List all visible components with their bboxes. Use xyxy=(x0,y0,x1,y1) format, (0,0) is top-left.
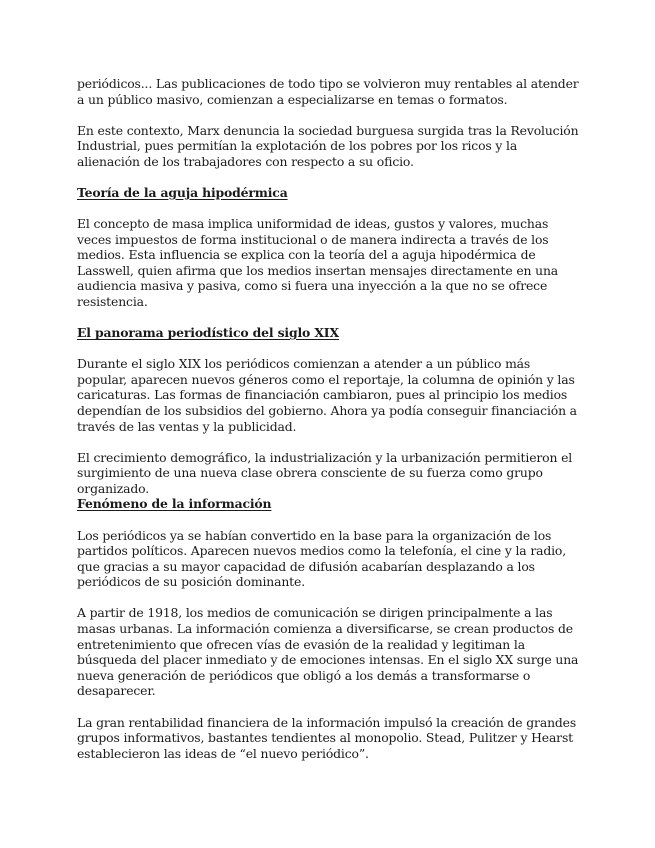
paragraph-marx: En este contexto, Marx denuncia la sociedad burguesa surgida tras la Revolución Industrial, pues permitían la explotación de los pobres por los ricos y la alienación de los trabajadores con respecto a su oficio. xyxy=(77,122,579,169)
paragraph-concepto-masa: El concepto de masa implica uniformidad de ideas, gustos y valores, muchas veces impuestos de forma institucional o de manera indirecta a través de los medios. Esta influencia se explica con la teoría del a aguja hipodérmica de Lasswell, quien afirma que los medios insertan mensajes directamente en una audiencia masiva y pasiva, como si fuera una inyección a la que no se ofrece resistencia. xyxy=(77,216,559,310)
paragraph-rentabilidad: La gran rentabilidad financiera de la información impulsó la creación de grandes grupos informativos, bastantes tendientes al monopolio. Stead, Pulitzer y Hearst establecieron las ideas de “el nuevo periódico”. xyxy=(77,714,577,761)
paragraph-crecimiento: El crecimiento demográfico, la industrialización y la urbanización permitieron el surgimiento de una nueva clase obrera consciente de su fuerza como grupo organizado. xyxy=(77,449,573,496)
heading-fenomeno-informacion: Fenómeno de la información xyxy=(77,496,272,512)
paragraph-partidos: Los periódicos ya se habían convertido en la base para la organización de los partidos políticos. Aparecen nuevos medios como la telefonía, el cine y la radio, que gracias a su mayor capacidad de difusión acabarían desplazando a los periódicos de su posición dominante. xyxy=(77,527,567,590)
heading-panorama-siglo-xix: El panorama periodístico del siglo XIX xyxy=(77,325,339,341)
heading-aguja-hipodermica: Teoría de la aguja hipodérmica xyxy=(77,184,288,200)
document-page xyxy=(77,76,582,777)
paragraph-publicaciones: periódicos... Las publicaciones de todo tipo se volvieron muy rentables al atender a un público masivo, comienzan a especializarse en temas o formatos. xyxy=(77,76,579,107)
paragraph-1918: A partir de 1918, los medios de comunicación se dirigen principalmente a las masas urbanas. La información comienza a diversificarse, se crean productos de entretenimiento que ofrecen vías de evasión de la realidad y legitiman la búsqueda del placer inmediato y de emociones intensas. En el siglo XX surge una nueva generación de periódicos que obligó a los demás a transformarse o desaparecer. xyxy=(77,605,579,699)
paragraph-siglo-xix: Durante el siglo XIX los periódicos comienzan a atender a un público más popular, aparecen nuevos géneros como el reportaje, la columna de opinión y las caricaturas. Las formas de financiación cambiaron, pues al principio los medios dependían de los subsidios del gobierno. Ahora ya podía conseguir financiación a través de las ventas y la publicidad. xyxy=(77,356,577,434)
